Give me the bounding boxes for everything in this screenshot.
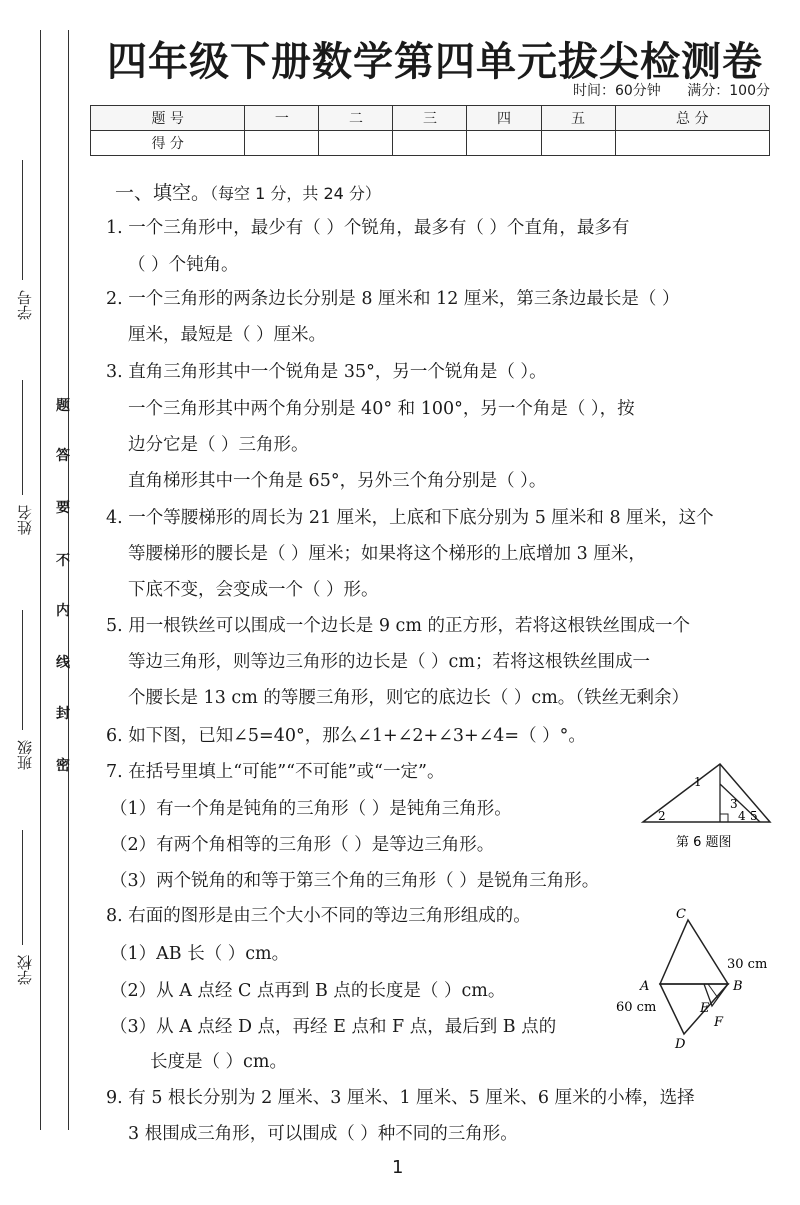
fig8-point-label: D (675, 1037, 686, 1052)
fig8-point-label: E (700, 1001, 710, 1016)
fig6-right-angle-mark (720, 814, 728, 822)
question-line: （1）有一个角是钝角的三角形（ ）是钝角三角形。 (110, 799, 512, 819)
student-name-label: 姓名 (16, 505, 34, 535)
seal-char: 封 (56, 706, 70, 722)
fig8-dim-label: 60 cm (616, 1000, 657, 1015)
score-table (90, 105, 770, 156)
score-entry-cell[interactable] (393, 131, 467, 156)
fig8-point-label: B (733, 979, 743, 994)
section-note: （每空 1 分，共 24 分） (210, 184, 381, 203)
exam-time: 时间：60分钟 (572, 83, 661, 99)
score-cell: 二 (319, 106, 393, 131)
seal-char: 密 (56, 758, 70, 774)
class-label: 班级 (16, 740, 34, 770)
question-line: （3）两个锐角的和等于第三个角的三角形（ ）是锐角三角形。 (110, 871, 600, 891)
score-entry-cell[interactable] (319, 131, 393, 156)
student-id-label: 学号 (16, 290, 34, 320)
seal-char: 线 (56, 655, 70, 671)
question-line: （2）有两个角相等的三角形（ ）是等边三角形。 (110, 835, 495, 855)
score-entry-cell[interactable] (541, 131, 615, 156)
score-cell: 题 号 (91, 106, 245, 131)
score-cell: 四 (467, 106, 541, 131)
question-line: 4. 一个等腰梯形的周长为 21 厘米，上底和下底分别为 5 厘米和 8 厘米，这个 (106, 508, 714, 528)
seal-char: 不 (56, 553, 70, 569)
score-table-score-row (91, 131, 770, 156)
section-title: 一、填空。 (115, 182, 211, 204)
fig6-caption: 第 6 题图 (676, 835, 732, 850)
score-cell: 一 (245, 106, 319, 131)
fig8-triangle-acb (660, 920, 728, 984)
section-heading (115, 178, 381, 205)
fig8-point-label: C (676, 907, 686, 922)
question-6-figure (638, 760, 778, 852)
question-line: 边分它是（ ）三角形。 (128, 435, 309, 455)
question-line: 6. 如下图，已知∠5=40°，那么∠1+∠2+∠3+∠4=（ ）°。 (106, 726, 586, 746)
question-line: 3. 直角三角形其中一个锐角是 35°，另一个锐角是（ ）。 (106, 362, 547, 382)
exam-full-score: 满分：100分 (687, 83, 770, 99)
binding-line-right (68, 30, 69, 1130)
school-blank (22, 830, 23, 945)
fig6-label: 2 (658, 809, 666, 823)
fig6-label: 1 (694, 775, 702, 789)
score-cell: 总 分 (615, 106, 769, 131)
question-line: （1）AB 长（ ）cm。 (110, 944, 290, 964)
question-line: （ ）个钝角。 (128, 255, 239, 275)
question-line: 2. 一个三角形的两条边长分别是 8 厘米和 12 厘米，第三条边最长是（ ） (106, 289, 680, 309)
page-number: 1 (392, 1157, 404, 1178)
exam-meta (551, 80, 770, 100)
question-line: 1. 一个三角形中，最少有（ ）个锐角，最多有（ ）个直角，最多有 (106, 218, 630, 238)
question-line: 7. 在括号里填上“可能”“不可能”或“一定”。 (106, 762, 445, 782)
question-line: （2）从 A 点经 C 点再到 B 点的长度是（ ）cm。 (110, 981, 506, 1001)
question-line: 等边三角形，则等边三角形的边长是（ ）cm；若将这根铁丝围成一 (128, 652, 650, 672)
question-line: 3 根围成三角形，可以围成（ ）种不同的三角形。 (128, 1124, 518, 1144)
exam-title: 四年级下册数学第四单元拔尖检测卷 (107, 39, 763, 85)
question-line: 下底不变，会变成一个（ ）形。 (128, 580, 379, 600)
question-line: 直角梯形其中一个角是 65°，另外三个角分别是（ ）。 (128, 471, 547, 491)
score-entry-cell[interactable] (245, 131, 319, 156)
seal-char: 内 (56, 603, 70, 619)
score-cell: 三 (393, 106, 467, 131)
score-row-label: 得 分 (91, 131, 245, 156)
class-blank (22, 610, 23, 730)
question-line: 个腰长是 13 cm 的等腰三角形，则它的底边长（ ）cm。（铁丝无剩余） (128, 688, 690, 708)
school-label: 学校 (16, 955, 34, 985)
fig8-dim-label: 30 cm (727, 957, 768, 972)
question-line: 厘米，最短是（ ）厘米。 (128, 325, 327, 345)
question-line: 长度是（ ）cm。 (150, 1052, 287, 1072)
student-name-blank (22, 380, 23, 495)
question-8-figure (600, 902, 780, 1060)
seal-char: 题 (56, 398, 70, 414)
fig8-segment-ef (708, 984, 718, 998)
binding-margin (0, 0, 80, 1205)
fig8-point-label: A (640, 979, 650, 994)
question-line: （3）从 A 点经 D 点，再经 E 点和 F 点，最后到 B 点的 (110, 1017, 557, 1037)
student-id-blank (22, 160, 23, 280)
seal-char: 要 (56, 500, 70, 516)
binding-line-left (40, 30, 41, 1130)
fig6-label: 3 (730, 797, 738, 811)
fig6-label: 5 (750, 809, 758, 823)
score-entry-cell[interactable] (615, 131, 769, 156)
question-line: 等腰梯形的腰长是（ ）厘米；如果将这个梯形的上底增加 3 厘米， (128, 544, 646, 564)
fig8-point-label: F (714, 1015, 724, 1030)
question-line: 8. 右面的图形是由三个大小不同的等边三角形组成的。 (106, 906, 531, 926)
score-table-header-row (91, 106, 770, 131)
fig6-label: 4 (738, 809, 746, 823)
question-line: 5. 用一根铁丝可以围成一个边长是 9 cm 的正方形，若将这根铁丝围成一个 (106, 616, 690, 636)
question-line: 一个三角形其中两个角分别是 40° 和 100°，另一个角是（ ），按 (128, 399, 635, 419)
score-entry-cell[interactable] (467, 131, 541, 156)
seal-char: 答 (56, 448, 70, 464)
score-cell: 五 (541, 106, 615, 131)
question-line: 9. 有 5 根长分别为 2 厘米、3 厘米、1 厘米、5 厘米、6 厘米的小棒，选择 (106, 1088, 695, 1108)
